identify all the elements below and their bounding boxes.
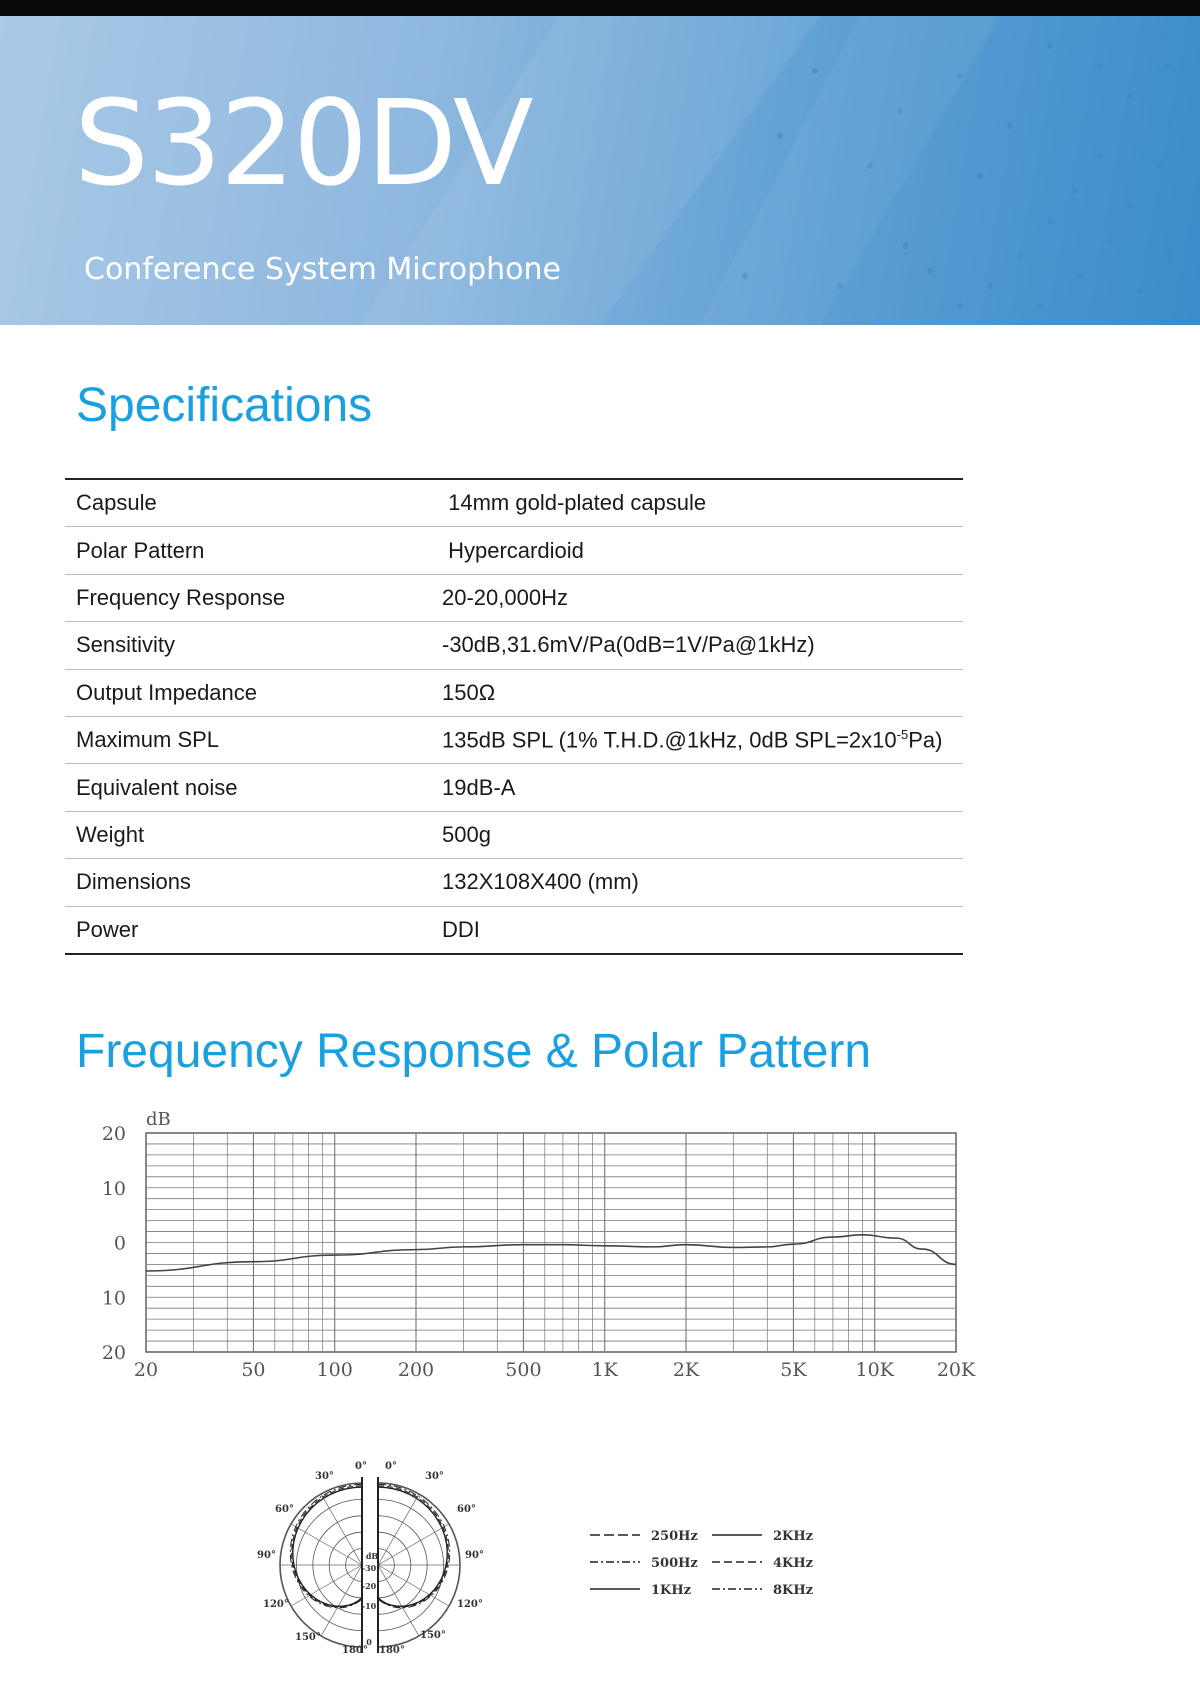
x-tick-label: 500 [505,1359,542,1381]
spec-value: 132X108X400 (mm) [438,859,963,906]
table-row [65,906,963,954]
polar-pattern-svg [257,1455,535,1675]
polar-spoke [321,1494,362,1565]
spec-value: 20-20,000Hz [438,574,963,621]
x-tick-label: 20 [133,1359,159,1381]
y-tick-label: 0 [113,1232,126,1255]
polar-legend-svg [590,1525,820,1605]
legend-label: 8KHz [773,1583,814,1598]
product-title: S320DV [74,74,532,212]
top-bar [0,0,1200,16]
polar-angle-label: 150° [295,1632,321,1643]
polar-angle-label: 0° [355,1461,367,1472]
spec-label: Dimensions [65,859,438,906]
polar-ring-label: -20 [361,1581,377,1591]
chart-grid [146,1133,956,1352]
polar-angle-label: 30° [425,1471,444,1482]
specifications-table [65,478,963,955]
polar-angle-label: 90° [257,1550,276,1561]
polar-angle-label: 90° [465,1550,484,1561]
table-row [65,764,963,811]
polar-angle-label: 150° [420,1630,446,1641]
spec-value [438,716,963,763]
polar-spoke [378,1565,419,1636]
spec-value-unit: Pa) [908,727,943,753]
polar-angle-label: 120° [457,1599,483,1610]
polar-ring-label: 0 [366,1637,372,1647]
polar-pattern-chart [257,1455,535,1680]
spec-label: Capsule [65,479,438,527]
x-tick-label: 5K [780,1359,807,1381]
polar-legend [590,1525,820,1610]
polar-spoke [378,1565,449,1606]
series-line-response [146,1235,956,1271]
spec-value: 150Ω [438,669,963,716]
table-row [65,622,963,669]
spec-label: Frequency Response [65,574,438,621]
table-row [65,669,963,716]
frequency-response-chart [100,1100,980,1405]
polar-ring-label: dB [365,1551,379,1561]
polar-spoke [378,1524,449,1565]
legend-label: 1KHz [651,1583,692,1598]
spec-label: Power [76,916,139,942]
spec-value-exponent: -5 [896,726,909,742]
y-tick-label: 10 [101,1177,126,1200]
y-tick-label: 20 [101,1342,126,1364]
spec-value: DDI [442,916,480,942]
y-tick-label: 10 [101,1287,126,1310]
legend-label: 4KHz [773,1556,814,1571]
x-tick-label: 2K [672,1359,700,1381]
x-tick-label: 100 [316,1359,353,1381]
y-tick-label: 20 [101,1123,126,1145]
legend-label: 500Hz [651,1556,698,1571]
polar-angle-label: 30° [315,1471,334,1482]
spec-value: 14mm gold-plated capsule [438,479,963,527]
polar-angle-label: 180° [379,1645,405,1656]
spec-value: 500g [438,811,963,858]
spec-label: Polar Pattern [65,527,438,574]
legend-label: 250Hz [651,1529,698,1544]
spec-label: Equivalent noise [65,764,438,811]
frequency-polar-heading: Frequency Response & Polar Pattern [76,1025,872,1078]
polar-angle-label: 180° [342,1645,368,1656]
spec-value: -30dB,31.6mV/Pa(0dB=1V/Pa@1kHz) [438,622,963,669]
table-row [65,574,963,621]
table-row [65,859,963,906]
polar-ring-label: -30 [361,1563,377,1573]
table-row [65,527,963,574]
specifications-heading: Specifications [76,379,373,432]
polar-ring-label: -10 [361,1601,377,1611]
polar-spoke [291,1565,362,1606]
polar-angle-label: 60° [457,1504,476,1515]
x-tick-label: 50 [241,1359,266,1381]
table-row [65,811,963,858]
spec-value: 19dB-A [438,764,963,811]
x-tick-label: 200 [397,1359,435,1381]
product-subtitle: Conference System Microphone [84,252,561,287]
spec-label: Output Impedance [65,669,438,716]
y-axis-label: dB [146,1109,171,1130]
spec-label: Maximum SPL [65,716,438,763]
polar-angle-label: 0° [385,1461,397,1472]
x-tick-label: 10K [855,1359,894,1381]
spec-value: Hypercardioid [438,527,963,574]
spec-label: Weight [65,811,438,858]
polar-spoke [291,1524,362,1565]
table-row [65,716,963,763]
polar-right-half [378,1477,460,1653]
x-tick-label: 20K [936,1359,976,1381]
table-row [65,479,963,527]
polar-angle-label: 60° [275,1504,294,1515]
chart-ticks [102,1123,976,1381]
polar-spoke [378,1494,419,1565]
polar-angle-label: 120° [263,1599,289,1610]
spec-label: Sensitivity [65,622,438,669]
legend-label: 2KHz [773,1529,814,1544]
x-tick-label: 1K [591,1359,618,1381]
spec-value-main: 135dB SPL (1% T.H.D.@1kHz, 0dB SPL=2x10 [442,727,897,753]
frequency-response-svg [100,1100,980,1400]
header-banner [0,16,1200,325]
polar-spoke [321,1565,362,1636]
